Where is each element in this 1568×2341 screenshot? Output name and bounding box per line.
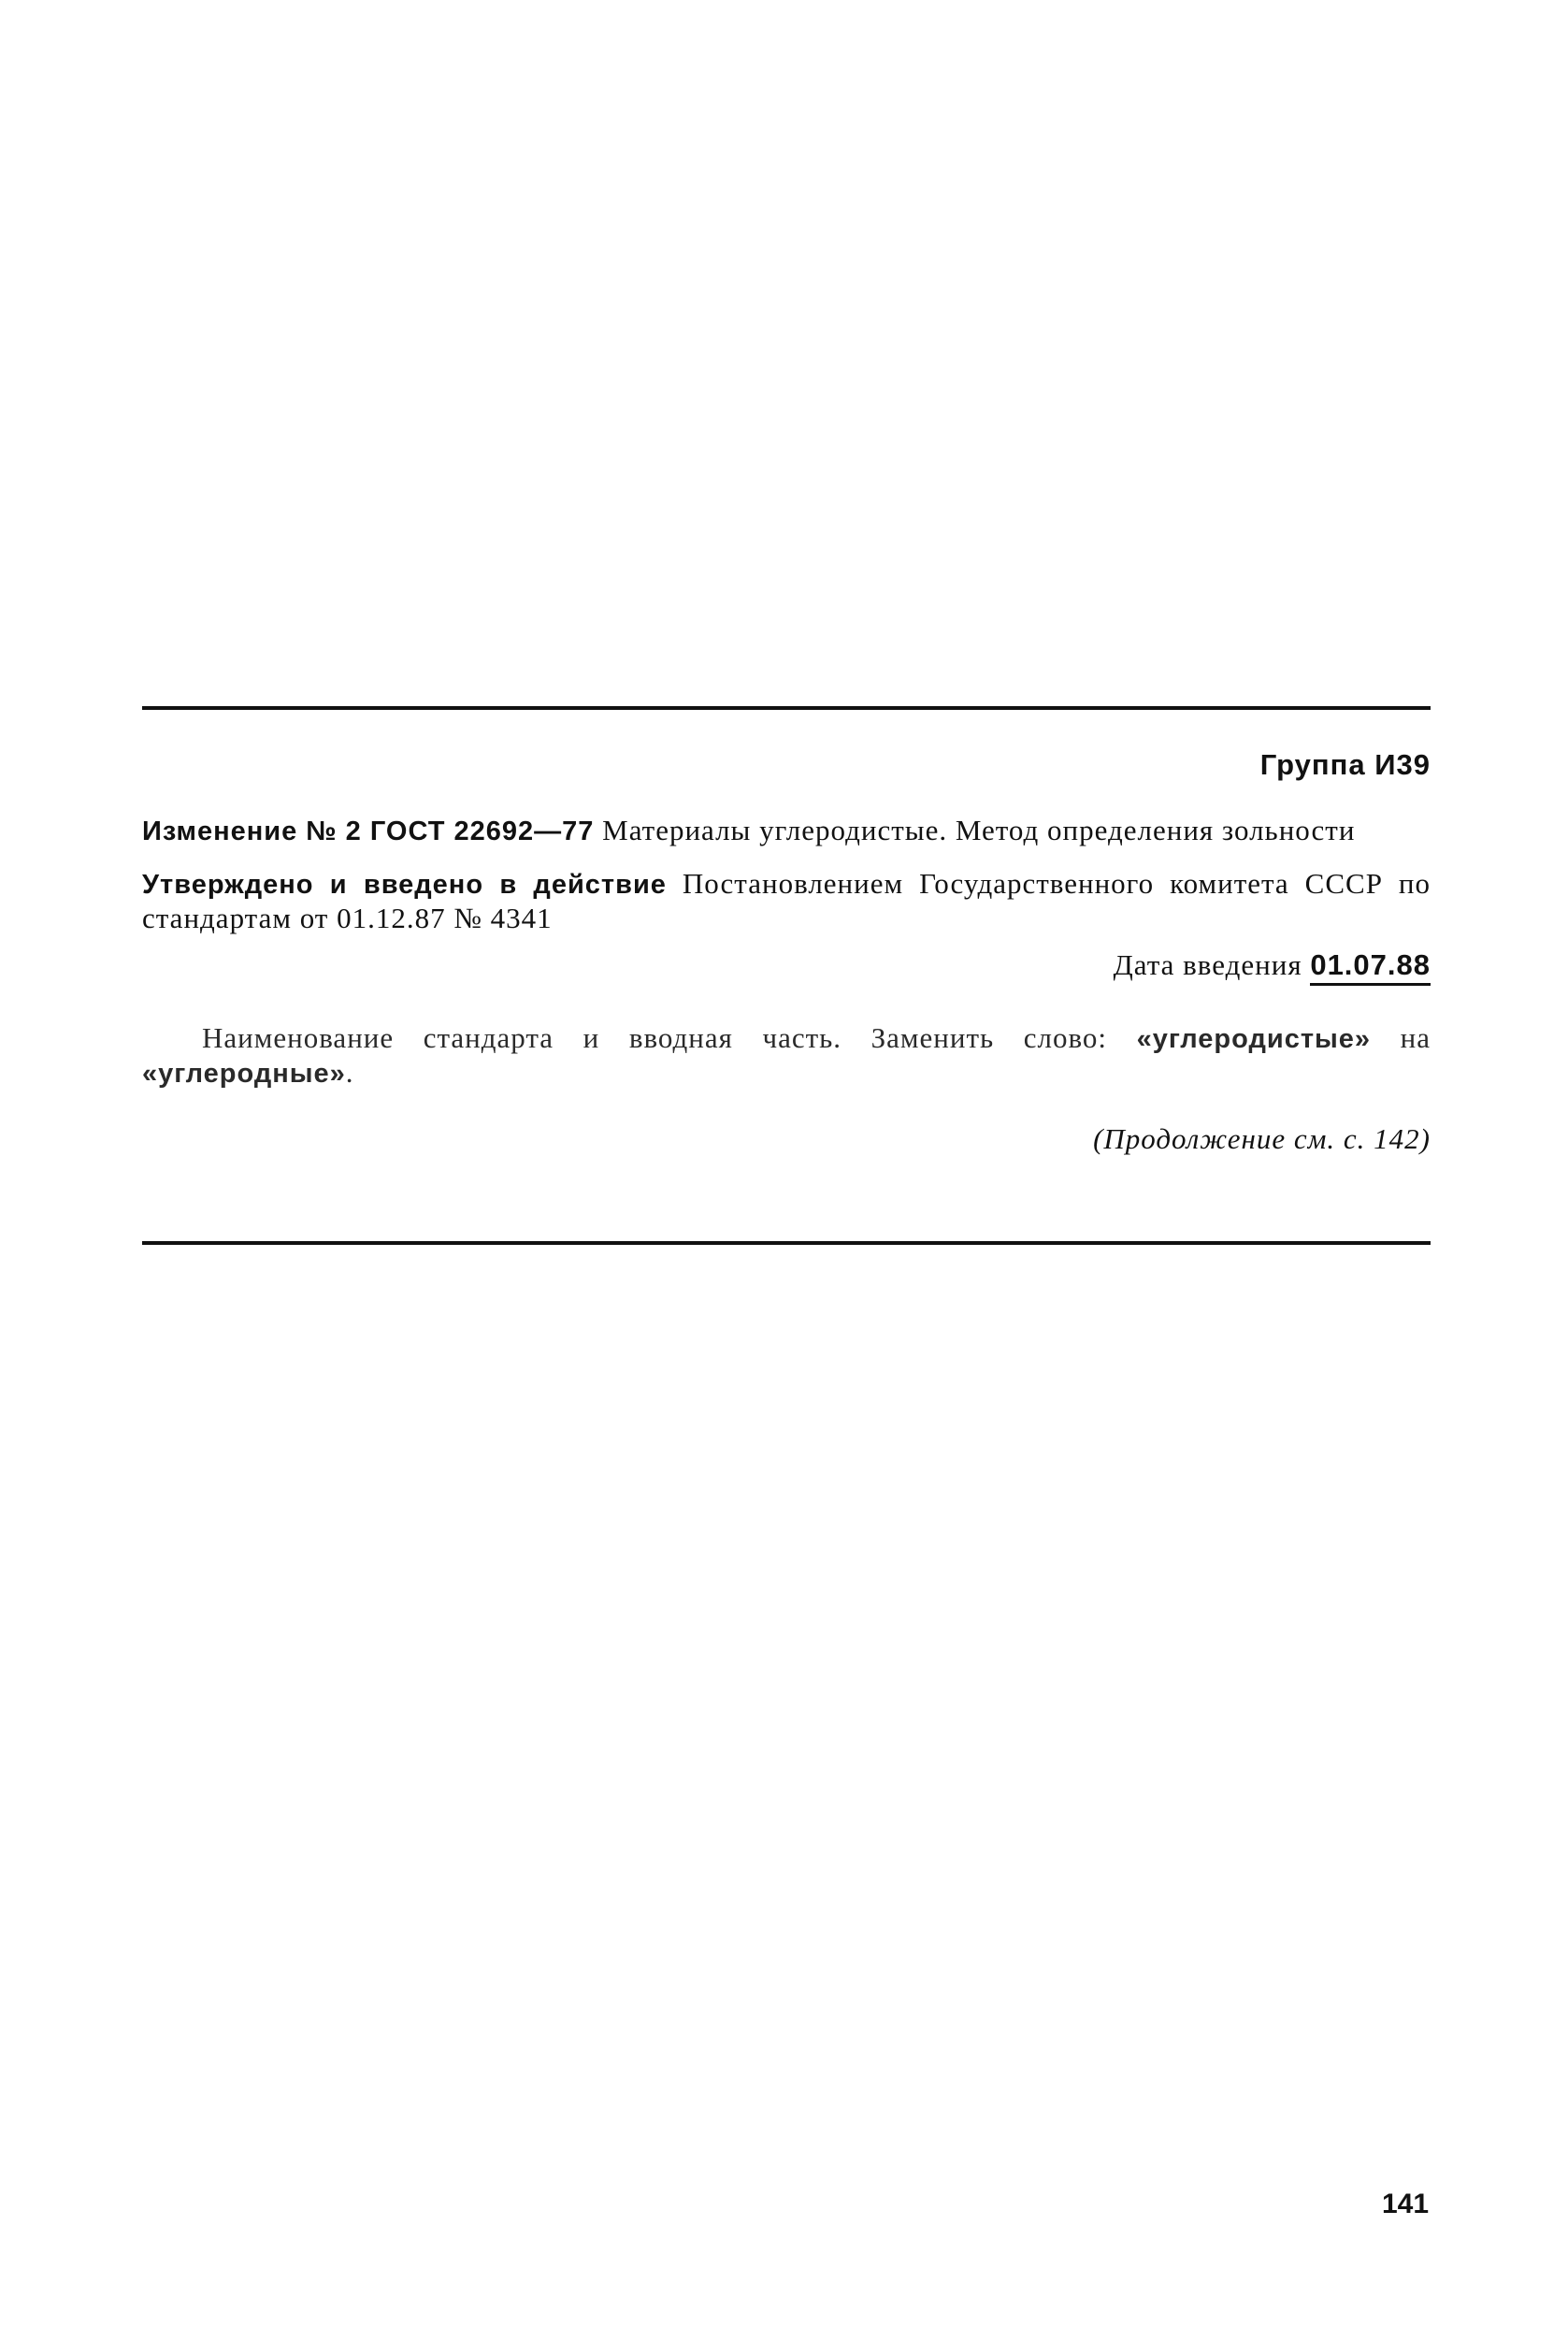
- group-label: Группа И39: [1259, 748, 1431, 781]
- body-text-start: Наименование стандарта и вводная часть. Заменить слово:: [202, 1021, 1137, 1054]
- approval-text: Постановлением Государственного комитета СССР по стандартам от 01.12.87 № 4341: [142, 867, 1431, 934]
- bottom-rule: [142, 1241, 1431, 1245]
- amendment-prefix: Изменение № 2 ГОСТ 22692—77: [142, 816, 595, 846]
- amendment-body-text: [142, 1021, 1431, 1091]
- body-old-word: «углеродистые»: [1136, 1024, 1372, 1054]
- top-rule: [142, 706, 1431, 710]
- amendment-title: Материалы углеродистые. Метод определения зольности: [602, 814, 1356, 846]
- introduction-date-line: [142, 948, 1431, 982]
- amendment-block: [142, 748, 1431, 1156]
- body-text-end: .: [345, 1056, 354, 1089]
- amendment-heading: [142, 814, 1431, 848]
- approval-prefix: Утверждено и введено в действие: [142, 870, 667, 900]
- introduction-date-value: 01.07.88: [1310, 948, 1431, 986]
- body-text-mid: на: [1371, 1021, 1431, 1054]
- body-new-word: «углеродные»: [142, 1059, 346, 1089]
- continuation-note: (Продолжение см. с. 142): [1093, 1122, 1431, 1155]
- page-number: 141: [1382, 2189, 1430, 2219]
- introduction-date-label: Дата введения: [1113, 948, 1302, 981]
- approval-statement: [142, 867, 1431, 935]
